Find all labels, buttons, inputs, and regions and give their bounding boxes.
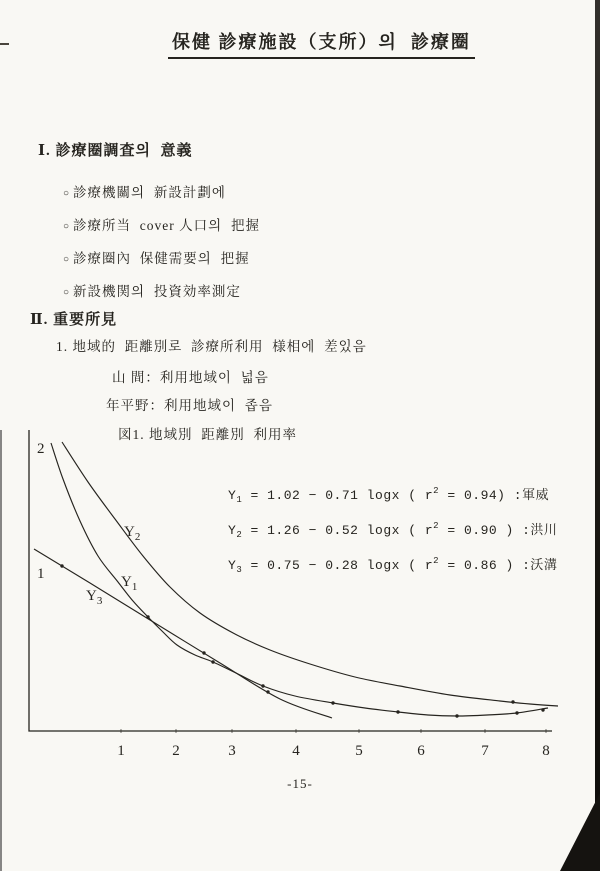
section-1-heading: Ⅰ. 診療圈調査의 意義	[38, 143, 193, 159]
figure-chart	[0, 425, 600, 771]
chart-axes	[29, 427, 552, 731]
y3-data-marker	[266, 690, 269, 693]
bullet-circle-icon: ○	[63, 287, 71, 298]
regression-equation-y1	[228, 487, 549, 506]
bullet-text: 診療圈內 保健需要의 把握	[73, 251, 250, 266]
x-axis-tick-label: 1	[117, 743, 125, 759]
y1-data-marker	[396, 710, 399, 713]
eq-subscript: 1	[236, 495, 243, 505]
regression-equation-y2	[228, 522, 557, 541]
curve-label-y2: $Y_2$	[124, 524, 141, 543]
y2-data-marker	[511, 700, 514, 703]
figure-chart-svg	[0, 425, 600, 771]
curve-label-y3: $Y_3$	[86, 588, 103, 607]
eq-subscript: 3	[236, 565, 243, 575]
x-axis-tick-label: 8	[542, 743, 550, 759]
bullet-text: 診療所当 cover 人口의 把握	[73, 218, 260, 233]
plain-region-note: 年平野：利用地域이 좁음	[106, 398, 273, 413]
mountain-region-note: 山 間：利用地域이 넓음	[112, 370, 269, 385]
regression-equation-y3	[228, 557, 557, 576]
x-axis-tick-label: 5	[355, 743, 363, 759]
scan-artifact-dash	[0, 43, 9, 45]
bullet-circle-icon: ○	[63, 188, 71, 199]
y3-data-marker	[60, 564, 63, 567]
section-2-heading: Ⅱ. 重要所見	[30, 312, 118, 328]
bullet-circle-icon: ○	[63, 254, 71, 265]
y-axis-label: 2	[37, 441, 45, 457]
scan-artifact-right-edge	[595, 0, 600, 871]
curve-label-y1: $Y_1$	[121, 574, 138, 593]
eq-body: = 1.26 − 0.52 logx ( r	[242, 523, 434, 538]
bullet-item	[63, 186, 226, 201]
x-axis-tick-label: 3	[228, 743, 236, 759]
y1-data-marker	[261, 684, 264, 687]
bullet-text: 診療機關의 新設計劃에	[73, 185, 226, 200]
eq-variable: Y	[228, 523, 237, 538]
x-axis-tick-label: 6	[417, 743, 425, 759]
y1-data-marker	[211, 660, 214, 663]
y1-data-marker	[331, 701, 334, 704]
y-axis-label: 1	[37, 566, 45, 582]
bullet-item	[63, 219, 260, 234]
eq-tail: = 0.86 ) :沃溝	[439, 558, 558, 573]
y1-data-marker	[541, 708, 544, 711]
y1-data-marker	[455, 714, 458, 717]
eq-body: = 0.75 − 0.28 logx ( r	[242, 558, 434, 573]
eq-superscript: 2	[433, 521, 440, 531]
bullet-item	[63, 252, 250, 267]
bullet-item	[63, 285, 241, 300]
eq-tail: = 0.90 ) :洪川	[439, 523, 558, 538]
y3-data-marker	[202, 651, 205, 654]
page-title: 保健 診療施設（支所）의 診療圈	[168, 33, 475, 59]
scan-artifact-corner	[560, 793, 600, 871]
eq-variable: Y	[228, 558, 237, 573]
page-number: -15-	[287, 776, 313, 791]
section-2-item-1: 1. 地域的 距離別로 診療所利用 様相에 差있음	[56, 339, 367, 354]
eq-body: = 1.02 − 0.71 logx ( r	[242, 488, 434, 503]
x-axis-tick-label: 2	[172, 743, 180, 759]
x-axis-tick-label: 4	[292, 743, 300, 759]
eq-subscript: 2	[236, 530, 243, 540]
y1-data-marker	[515, 711, 518, 714]
bullet-text: 新設機関의 投資効率測定	[73, 284, 241, 299]
figure-caption: 図1. 地域別 距離別 利用率	[118, 427, 297, 442]
eq-superscript: 2	[433, 486, 440, 496]
eq-superscript: 2	[433, 556, 440, 566]
bullet-circle-icon: ○	[63, 221, 71, 232]
eq-variable: Y	[228, 488, 237, 503]
x-axis-tick-label: 7	[481, 743, 489, 759]
eq-tail: = 0.94) :軍威	[439, 488, 550, 503]
